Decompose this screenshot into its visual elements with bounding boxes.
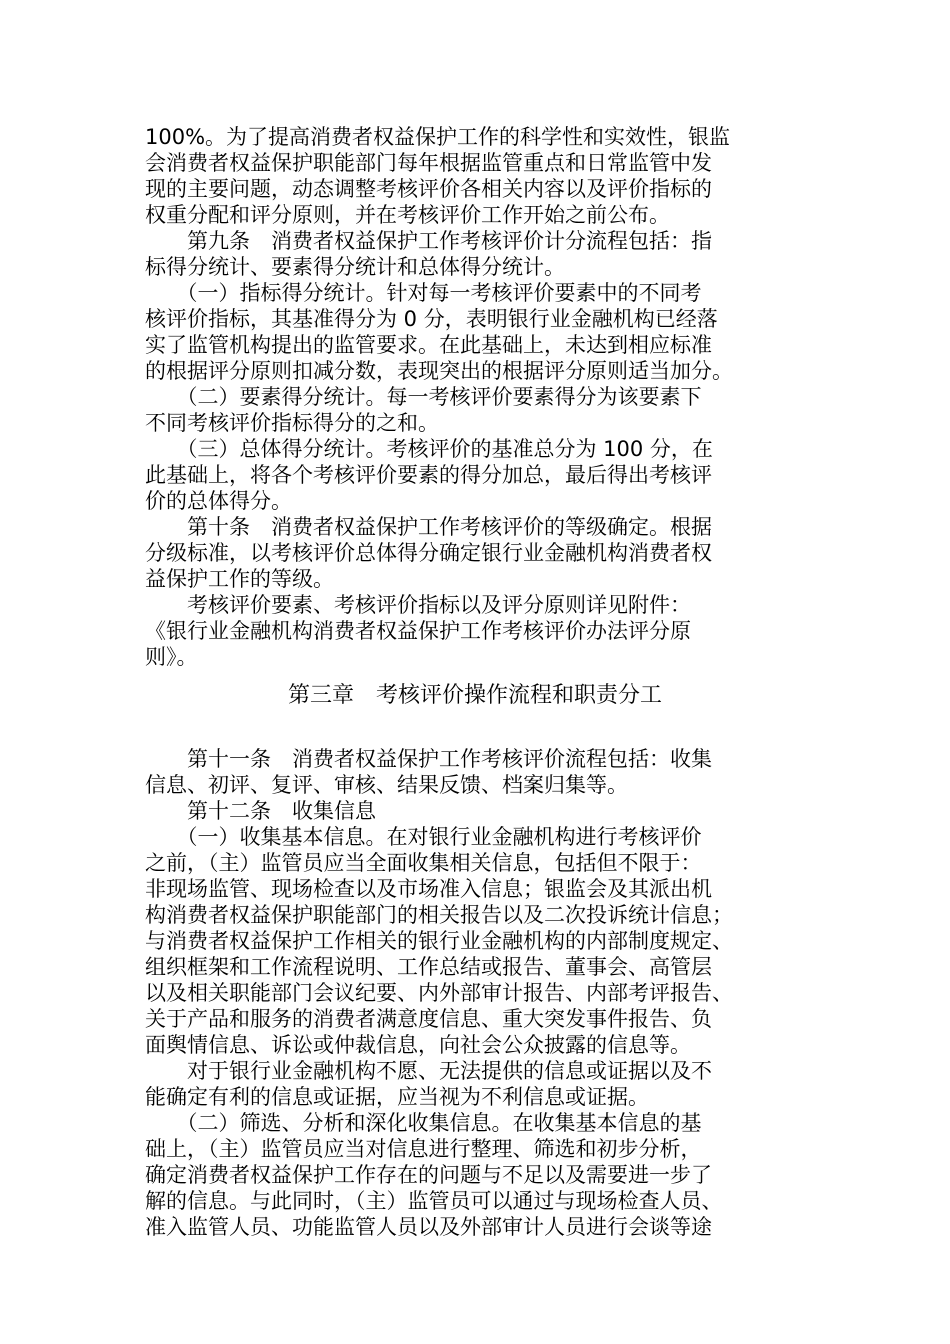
text-line: 非现场监管、现场检查以及市场准入信息；银监会及其派出机 xyxy=(145,877,712,901)
text-line: （一）收集基本信息。在对银行业金融机构进行考核评价 xyxy=(145,825,702,849)
text-line: 核评价指标，其基准得分为 0 分，表明银行业金融机构已经落 xyxy=(145,307,718,331)
text-line: 不同考核评价指标得分的之和。 xyxy=(145,411,439,435)
text-line: 关于产品和服务的消费者满意度信息、重大突发事件报告、负 xyxy=(145,1007,712,1031)
text-line: 价的总体得分。 xyxy=(145,489,292,513)
body-text-bottom xyxy=(145,746,825,1240)
text-line: （二）筛选、分析和深化收集信息。在收集基本信息的基 xyxy=(145,1111,702,1135)
text-line: 之前，（主）监管员应当全面收集相关信息，包括但不限于： xyxy=(145,851,702,875)
text-line: 则》。 xyxy=(145,645,198,669)
text-line: 益保护工作的等级。 xyxy=(145,567,334,591)
text-line: 信息、初评、复评、审核、结果反馈、档案归集等。 xyxy=(145,773,628,797)
text-line: 第十二条 收集信息 xyxy=(145,799,376,823)
text-line: 现的主要问题，动态调整考核评价各相关内容以及评价指标的 xyxy=(145,177,712,201)
text-line: 会消费者权益保护职能部门每年根据监管重点和日常监管中发 xyxy=(145,151,712,175)
text-line: 实了监管机构提出的监管要求。在此基础上，未达到相应标准 xyxy=(145,333,712,357)
text-line: 面舆情信息、诉讼或仲裁信息，向社会公众披露的信息等。 xyxy=(145,1033,691,1057)
text-line: （一）指标得分统计。针对每一考核评价要素中的不同考 xyxy=(145,281,702,305)
text-line: （三）总体得分统计。考核评价的基准总分为 100 分，在 xyxy=(145,437,713,461)
text-line: 对于银行业金融机构不愿、无法提供的信息或证据以及不 xyxy=(145,1059,712,1083)
body-text-top xyxy=(145,124,825,670)
text-line: 分级标准，以考核评价总体得分确定银行业金融机构消费者权 xyxy=(145,541,712,565)
text-line: 标得分统计、要素得分统计和总体得分统计。 xyxy=(145,255,565,279)
text-line: 100%。为了提高消费者权益保护工作的科学性和实效性，银监 xyxy=(145,125,731,149)
text-line: 权重分配和评分原则，并在考核评价工作开始之前公布。 xyxy=(145,203,670,227)
text-line: 能确定有利的信息或证据，应当视为不利信息或证据。 xyxy=(145,1085,649,1109)
text-line: 第十一条 消费者权益保护工作考核评价流程包括：收集 xyxy=(145,747,712,771)
text-line: 解的信息。与此同时，（主）监管员可以通过与现场检查人员、 xyxy=(145,1189,723,1213)
text-line: 《银行业金融机构消费者权益保护工作考核评价办法评分原 xyxy=(145,619,691,643)
chapter-heading: 第三章 考核评价操作流程和职责分工 xyxy=(287,683,662,708)
text-line: 构消费者权益保护职能部门的相关报告以及二次投诉统计信息； xyxy=(145,903,733,927)
text-line: 确定消费者权益保护工作存在的问题与不足以及需要进一步了 xyxy=(145,1163,712,1187)
text-line: 准入监管人员、功能监管人员以及外部审计人员进行会谈等途 xyxy=(145,1215,712,1239)
text-line: 与消费者权益保护工作相关的银行业金融机构的内部制度规定、 xyxy=(145,929,733,953)
text-line: 的根据评分原则扣减分数，表现突出的根据评分原则适当加分。 xyxy=(145,359,733,383)
text-line: 第十条 消费者权益保护工作考核评价的等级确定。根据 xyxy=(145,515,712,539)
text-line: 第九条 消费者权益保护工作考核评价计分流程包括：指 xyxy=(145,229,712,253)
text-line: 此基础上，将各个考核评价要素的得分加总，最后得出考核评 xyxy=(145,463,712,487)
text-line: 组织框架和工作流程说明、工作总结或报告、董事会、高管层 xyxy=(145,955,712,979)
text-line: 础上，（主）监管员应当对信息进行整理、筛选和初步分析， xyxy=(145,1137,702,1161)
text-line: 考核评价要素、考核评价指标以及评分原则详见附件： xyxy=(145,593,691,617)
text-line: （二）要素得分统计。每一考核评价要素得分为该要素下 xyxy=(145,385,702,409)
text-line: 以及相关职能部门会议纪要、内外部审计报告、内部考评报告、 xyxy=(145,981,733,1005)
